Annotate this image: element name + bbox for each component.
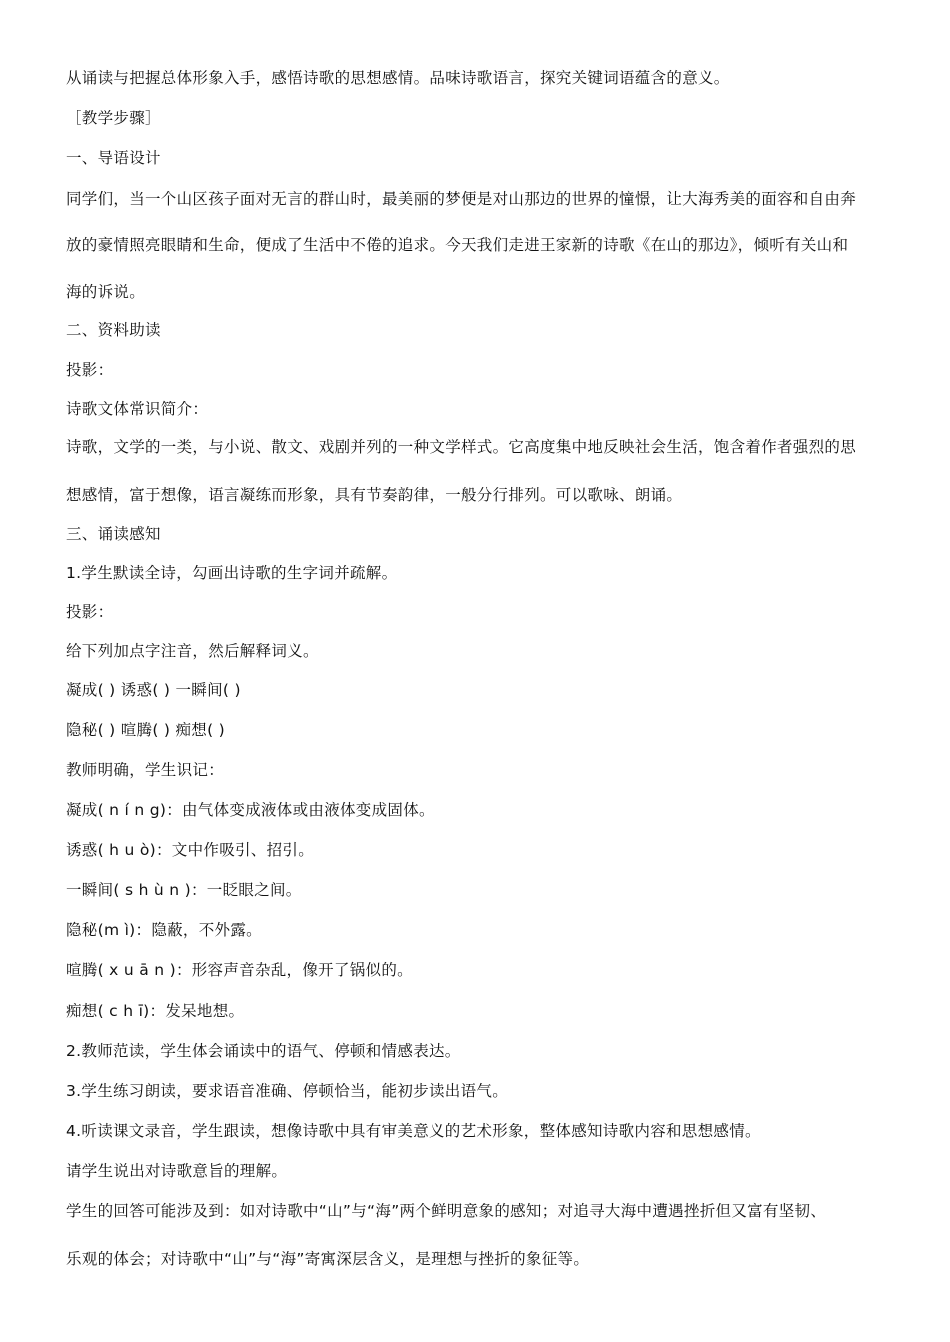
vocab-yinmi: 隐秘(m ì)：隐蔽，不外露。 [66,921,262,939]
projection-label-2: 投影： [66,603,114,621]
step-1: 1.学生默读全诗，勾画出诗歌的生字词并疏解。 [66,564,398,582]
objective-line: 从诵读与把握总体形象入手，感悟诗歌的思想感情。品味诗歌语言，探究关键词语蕴含的意义。 [66,69,730,87]
vocab-youhuo: 诱惑( h u ò)：文中作吸引、招引。 [66,841,315,859]
step-4: 4.听读课文录音，学生跟读，想像诗歌中具有审美意义的艺术形象，整体感知诗歌内容和思想感情。 [66,1122,761,1140]
exercise-row-2: 隐秘( ) 喧腾( ) 痴想( ) [66,721,226,739]
prompt-line: 请学生说出对诗歌意旨的理解。 [66,1162,288,1180]
genre-paragraph-line-1: 诗歌，文学的一类，与小说、散文、戏剧并列的一种文学样式。它高度集中地反映社会生活，饱含着作者强烈的思 [66,438,857,456]
projection-label: 投影： [66,361,114,379]
answer-paragraph-line-1: 学生的回答可能涉及到：如对诗歌中“山”与“海”两个鲜明意象的感知；对追寻大海中遭遇挫折但又富有坚韧、 [66,1202,827,1220]
section-teaching-steps: ［教学步骤］ [66,109,161,127]
intro-paragraph-line-3: 海的诉说。 [66,283,146,301]
genre-paragraph-line-2: 想感情，富于想像，语言凝练而形象，具有节奏韵律，一般分行排列。可以歌咏、朗诵。 [66,486,683,504]
vocab-xuanteng: 喧腾( x u ā n )：形容声音杂乱，像开了锅似的。 [66,961,413,979]
vocab-yishunjian: 一瞬间( s h ù n )：一眨眼之间。 [66,881,302,899]
intro-paragraph-line-2: 放的豪情照亮眼睛和生命，便成了生活中不倦的追求。今天我们走进王家新的诗歌《在山的那边》，倾听有关山和 [66,236,849,254]
heading-reading: 三、诵读感知 [66,525,161,543]
vocab-ningcheng: 凝成( n í n g)：由气体变成液体或由液体变成固体。 [66,801,435,819]
vocab-chixiang: 痴想( c h ī)：发呆地想。 [66,1002,245,1020]
intro-paragraph-line-1: 同学们，当一个山区孩子面对无言的群山时，最美丽的梦便是对山那边的世界的憧憬，让大海秀美的面容和自由奔 [66,190,857,208]
step-3: 3.学生练习朗读，要求语音准确、停顿恰当，能初步读出语气。 [66,1082,508,1100]
exercise-instruction: 给下列加点字注音，然后解释词义。 [66,642,319,660]
teacher-clarify-label: 教师明确，学生识记： [66,761,225,779]
exercise-row-1: 凝成( ) 诱惑( ) 一瞬间( ) [66,681,241,699]
genre-intro-label: 诗歌文体常识简介： [66,400,209,418]
heading-materials: 二、资料助读 [66,321,161,339]
step-2: 2.教师范读，学生体会诵读中的语气、停顿和情感表达。 [66,1042,461,1060]
answer-paragraph-line-2: 乐观的体会；对诗歌中“山”与“海”寄寓深层含义，是理想与挫折的象征等。 [66,1250,590,1268]
heading-intro-design: 一、导语设计 [66,149,161,167]
